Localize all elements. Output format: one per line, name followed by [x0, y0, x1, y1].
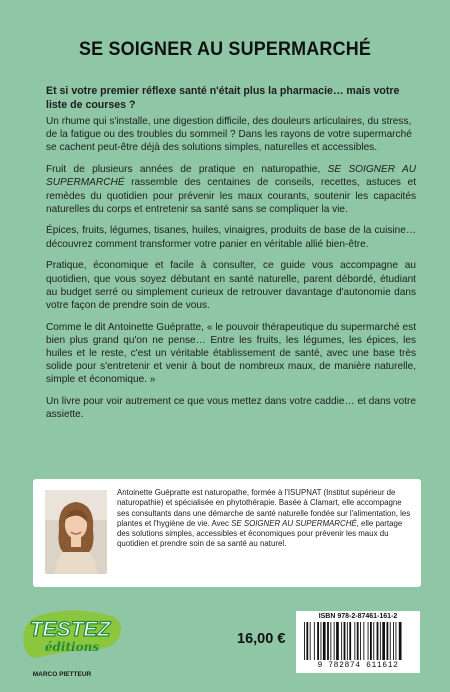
- paragraph-closing: Un livre pour voir autrement ce que vous mettez dans votre caddie… et dans votre assiette.: [46, 396, 416, 421]
- author-bio-book-title: SE SOIGNER AU SUPERMARCHÉ: [231, 518, 357, 528]
- publisher-logo: [18, 606, 128, 682]
- paragraph-description-start: Fruit de plusieurs années de pratique en naturopathie,: [46, 164, 328, 176]
- paragraph-description: [46, 163, 416, 216]
- paragraph-intro: Un rhume qui s'installe, une digestion difficile, des douleurs articulaires, du stress, de la fatigue ou des troubles du sommeil ? Dans les rayons de votre supermarché se cachent peut-être déjà des solutions simples, naturelles et accessibles.: [46, 116, 412, 154]
- book-title: SE SOIGNER AU SUPERMARCHÉ: [78, 38, 372, 60]
- barcode-bars: [302, 622, 414, 662]
- barcode: [296, 611, 420, 673]
- paragraph-quote: Comme le dit Antoinette Guépratte, « le pouvoir thérapeutique du supermarché est bien plus grand qu'on ne pense… Entre les fruits, les légumes, les épices, les huiles et le reste, c'est un véritable établissement de santé, avec une base très solide pour s'entretenir et venir à bout de nombreux maux, de manière naturelle, simple et économique. »: [46, 321, 416, 386]
- barcode-digits: 9 782874 611612: [317, 661, 399, 670]
- author-bio: [117, 488, 413, 550]
- author-bio-end: , elle partage des solutions simples, accessibles et économiques pour prévenir les maux du quotidien et prendre soin de sa santé au naturel.: [117, 518, 403, 549]
- author-photo: [45, 490, 107, 574]
- author-box: [33, 479, 421, 587]
- logo-word-editions: éditions: [44, 640, 100, 654]
- back-cover-text: [46, 84, 416, 430]
- paragraph-description-end: rassemble des centaines de conseils, recettes, astuces et remèdes du quotidien pour prévenir les maux courants, soutenir les capacités naturelles du corps et entretenir sa santé sans se compliquer la vie.: [46, 177, 416, 215]
- lead-question: Et si votre premier réflexe santé n'était plus la pharmacie… mais votre liste de courses ?: [46, 85, 400, 111]
- paragraph-practical: Pratique, économique et facile à consulter, ce guide vous accompagne au quotidien, que vous soyez débutant en santé naturelle, parent débordé, étudiant au budget serré ou simplement curieux de retrouver davantage d'autonomie dans votre façon de prendre soin de vous.: [46, 260, 416, 311]
- author-bio-start: Antoinette Guépratte est naturopathe, formée à l'ISUPNAT (Institut supérieur de naturopathie) et spécialisée en phytothérapie. Basée à Clamart, elle accompagne ses consultants dans une démarche de santé naturelle fondée sur l'alimentation, les plantes et l'hygiène de vie. Avec: [117, 488, 411, 528]
- paragraph-ingredients: Épices, fruits, légumes, tisanes, huiles, vinaigres, produits de base de la cuisine… découvrez comment transformer votre panier en véritable allié bien-être.: [46, 225, 416, 250]
- book-title-italic: SE SOIGNER AU SUPERMARCHÉ: [46, 164, 416, 189]
- price: 16,00 €: [237, 631, 286, 647]
- isbn-label: ISBN 978-2-87461-161-2: [318, 613, 398, 620]
- logo-word-testez: TESTEZ: [29, 618, 111, 641]
- publisher-imprint: MARCO PIETTEUR: [32, 671, 92, 678]
